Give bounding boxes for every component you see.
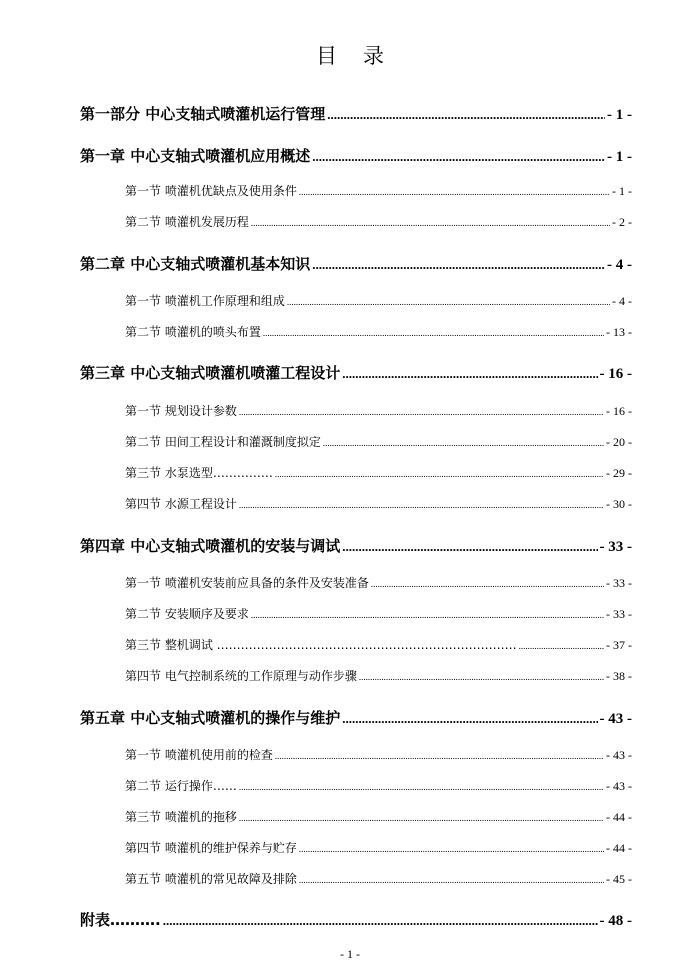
toc-dot-leader (342, 539, 597, 555)
toc-dot-leader (287, 297, 610, 307)
toc-page-number: - 16 - (599, 366, 632, 382)
toc-entry-label: 第一节 喷灌机工作原理和组成 (125, 294, 285, 308)
toc-dot-leader (239, 782, 604, 792)
toc-dot-leader (263, 328, 604, 338)
toc-section-entry[interactable] (125, 323, 632, 340)
toc-entry-label: 第五章 中心支轴式喷灌机的操作与维护 (80, 709, 341, 727)
toc-chapter-entry[interactable] (80, 103, 632, 124)
toc-entry-label: 第二节 喷灌机的喷头布置 (125, 325, 261, 339)
toc-section-entry[interactable] (125, 808, 632, 825)
toc-page-number: - 48 - (599, 913, 632, 929)
toc-section-entry[interactable] (125, 464, 632, 481)
toc-dot-leader (251, 218, 610, 228)
toc-entry-label: 第二节 喷灌机发展历程 (125, 215, 249, 229)
toc-dot-leader (323, 438, 604, 448)
toc-dot-leader (239, 407, 604, 417)
toc-page-number: - 43 - (606, 779, 632, 793)
toc-dot-leader (312, 149, 605, 165)
toc-chapter-entry[interactable] (80, 707, 632, 728)
toc-chapter-entry[interactable] (80, 253, 632, 274)
toc-page-number: - 44 - (606, 841, 632, 855)
toc-dot-leader (275, 751, 604, 761)
toc-page-number: - 43 - (599, 711, 632, 727)
toc-entry-label: 第一部分 中心支轴式喷灌机运行管理 (80, 105, 326, 123)
toc-entry-label: 第一节 规划设计参数 (125, 404, 237, 418)
toc-chapter-entry[interactable] (80, 909, 632, 930)
toc-entry-label: 第二节 安装顺序及要求 (125, 607, 249, 621)
toc-dot-leader (239, 813, 604, 823)
toc-page-number: - 37 - (606, 638, 632, 652)
toc-section-entry[interactable] (125, 574, 632, 591)
toc-entry-label: 第二节 田间工程设计和灌溉制度拟定 (125, 435, 321, 449)
toc-page-number: - 33 - (606, 576, 632, 590)
toc-chapter-entry[interactable] (80, 535, 632, 556)
toc-entry-label: 第一节 喷灌机优缺点及使用条件 (125, 184, 297, 198)
toc-section-entry[interactable] (125, 839, 632, 856)
toc-section-entry[interactable] (125, 746, 632, 763)
toc-section-entry[interactable] (125, 213, 632, 230)
toc-entry-label: 第一节 喷灌机安装前应具备的条件及安装准备 (125, 576, 369, 590)
toc-section-entry[interactable] (125, 182, 632, 199)
toc-chapter-entry[interactable] (80, 145, 632, 166)
toc-entry-label: 第一节 喷灌机使用前的检查 (125, 748, 273, 762)
toc-page-number: - 1 - (612, 184, 632, 198)
toc-section-entry[interactable] (125, 495, 632, 512)
toc-entry-label: 附表………. (80, 911, 161, 929)
toc-section-entry[interactable] (125, 870, 632, 887)
toc-page-number: - 13 - (606, 325, 632, 339)
toc-page-number: - 45 - (606, 872, 632, 886)
toc-section-entry[interactable] (125, 433, 632, 450)
toc-page-number: - 4 - (612, 294, 632, 308)
toc-page-number: - 38 - (606, 669, 632, 683)
toc-dot-leader (299, 187, 610, 197)
toc-entry-label: 第四节 电气控制系统的工作原理与动作步骤 (125, 669, 357, 683)
toc-section-entry[interactable] (125, 777, 632, 794)
toc-entry-label: 第一章 中心支轴式喷灌机应用概述 (80, 147, 311, 165)
toc-entry-label: 第四章 中心支轴式喷灌机的安装与调试 (80, 537, 341, 555)
toc-page-number: - 1 - (607, 107, 632, 123)
toc-entry-label: 第三节 水泵选型…………… (125, 466, 273, 480)
toc-section-entry[interactable] (125, 605, 632, 622)
page-title: 目录 (316, 44, 410, 68)
toc-dot-leader (251, 610, 604, 620)
toc-entry-label: 第三节 整机调试 ………………………………………………………………… (125, 638, 517, 652)
toc-dot-leader (519, 641, 604, 651)
toc-entry-label: 第二节 运行操作…… (125, 779, 237, 793)
toc-dot-leader (327, 107, 605, 123)
toc-dot-leader (371, 579, 604, 589)
toc-entry-label: 第四节 喷灌机的维护保养与贮存 (125, 841, 297, 855)
toc-page-number: - 20 - (606, 435, 632, 449)
toc-page-number: - 29 - (606, 466, 632, 480)
toc-entry-label: 第二章 中心支轴式喷灌机基本知识 (80, 255, 311, 273)
toc-page-number: - 1 - (607, 149, 632, 165)
toc-dot-leader (359, 672, 604, 682)
toc-dot-leader (342, 366, 597, 382)
toc-entry-label: 第五节 喷灌机的常见故障及排除 (125, 872, 297, 886)
page-number-footer: - 1 - (340, 947, 360, 961)
toc-page-number: - 4 - (607, 257, 632, 273)
toc-dot-leader (312, 257, 605, 273)
toc-page-number: - 33 - (606, 607, 632, 621)
toc-page-number: - 2 - (612, 215, 632, 229)
toc-entry-label: 第三节 喷灌机的拖移 (125, 810, 237, 824)
toc-dot-leader (163, 913, 598, 929)
toc-page-number: - 43 - (606, 748, 632, 762)
toc-section-entry[interactable] (125, 636, 632, 653)
toc-section-entry[interactable] (125, 402, 632, 419)
toc-entry-label: 第三章 中心支轴式喷灌机喷灌工程设计 (80, 364, 341, 382)
toc-dot-leader (299, 844, 604, 854)
toc-section-entry[interactable] (125, 667, 632, 684)
toc-page-number: - 33 - (599, 539, 632, 555)
toc-chapter-entry[interactable] (80, 362, 632, 383)
toc-dot-leader (239, 500, 604, 510)
toc-entry-label: 第四节 水源工程设计 (125, 497, 237, 511)
toc-page-number: - 30 - (606, 497, 632, 511)
toc-dot-leader (342, 711, 597, 727)
toc-dot-leader (275, 469, 604, 479)
toc-dot-leader (299, 875, 604, 885)
toc-section-entry[interactable] (125, 292, 632, 309)
toc-page-number: - 16 - (606, 404, 632, 418)
toc-page-number: - 44 - (606, 810, 632, 824)
